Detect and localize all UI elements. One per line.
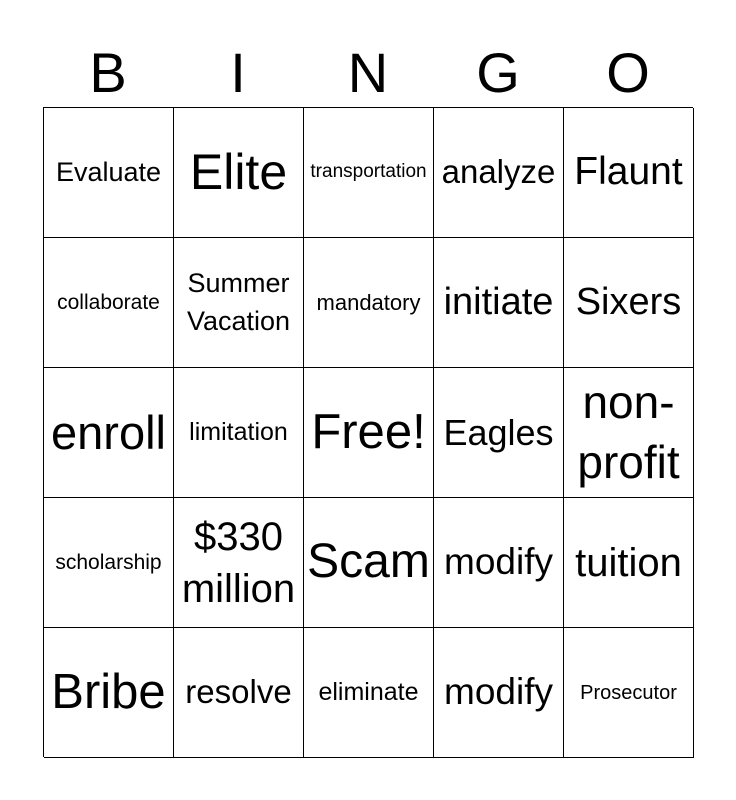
header-letter-n: N <box>347 41 389 104</box>
bingo-cell[interactable] <box>304 368 434 498</box>
bingo-cell[interactable] <box>304 498 434 628</box>
cell-text: Summer Vacation <box>186 268 291 336</box>
bingo-cell[interactable] <box>564 238 694 368</box>
bingo-cell[interactable] <box>174 498 304 628</box>
header-letter-b: B <box>89 41 127 104</box>
cell-text: $330 million <box>181 514 296 611</box>
bingo-cell[interactable] <box>434 498 564 628</box>
bingo-grid <box>43 107 693 757</box>
bingo-cell[interactable] <box>174 108 304 238</box>
cell-text: Scam <box>307 535 430 589</box>
bingo-cell[interactable] <box>434 238 564 368</box>
bingo-header <box>43 40 693 106</box>
cell-text: non-profit <box>577 375 680 488</box>
cell-text: Evaluate <box>55 156 162 187</box>
cell-text: limitation <box>189 417 288 446</box>
cell-text: scholarship <box>55 550 162 574</box>
bingo-cell[interactable] <box>174 628 304 758</box>
bingo-cell[interactable] <box>44 108 174 238</box>
bingo-cell[interactable] <box>44 238 174 368</box>
cell-text: mandatory <box>316 289 421 315</box>
cell-text: collaborate <box>57 290 160 314</box>
cell-text: tuition <box>575 540 682 585</box>
header-letter-g: G <box>476 41 520 104</box>
cell-text: Prosecutor <box>580 681 677 704</box>
bingo-cell[interactable] <box>434 108 564 238</box>
cell-text: Flaunt <box>574 150 683 194</box>
bingo-cell[interactable] <box>304 108 434 238</box>
cell-text: analyze <box>441 153 556 191</box>
bingo-cell[interactable] <box>304 628 434 758</box>
cell-text: initiate <box>443 280 554 323</box>
cell-text: Elite <box>189 144 288 200</box>
cell-text: modify <box>444 671 553 713</box>
header-letter-o: O <box>606 41 650 104</box>
bingo-cell[interactable] <box>564 108 694 238</box>
cell-text: resolve <box>185 673 292 711</box>
bingo-cell[interactable] <box>434 628 564 758</box>
bingo-cell[interactable] <box>434 368 564 498</box>
cell-text: eliminate <box>318 677 419 706</box>
cell-text: modify <box>444 541 553 583</box>
bingo-cell[interactable] <box>44 498 174 628</box>
bingo-cell[interactable] <box>564 628 694 758</box>
bingo-cell[interactable] <box>564 368 694 498</box>
bingo-cell[interactable] <box>174 368 304 498</box>
header-letter-i: I <box>230 41 246 104</box>
bingo-cell[interactable] <box>564 498 694 628</box>
cell-text: Sixers <box>575 280 682 323</box>
cell-text: Bribe <box>51 664 166 719</box>
bingo-cell[interactable] <box>304 238 434 368</box>
cell-text: Free! <box>311 404 426 459</box>
bingo-cell[interactable] <box>44 628 174 758</box>
bingo-cell[interactable] <box>44 368 174 498</box>
cell-text: enroll <box>51 405 166 459</box>
cell-text: transportation <box>310 161 427 183</box>
bingo-cell[interactable] <box>174 238 304 368</box>
cell-text: Eagles <box>443 411 554 453</box>
